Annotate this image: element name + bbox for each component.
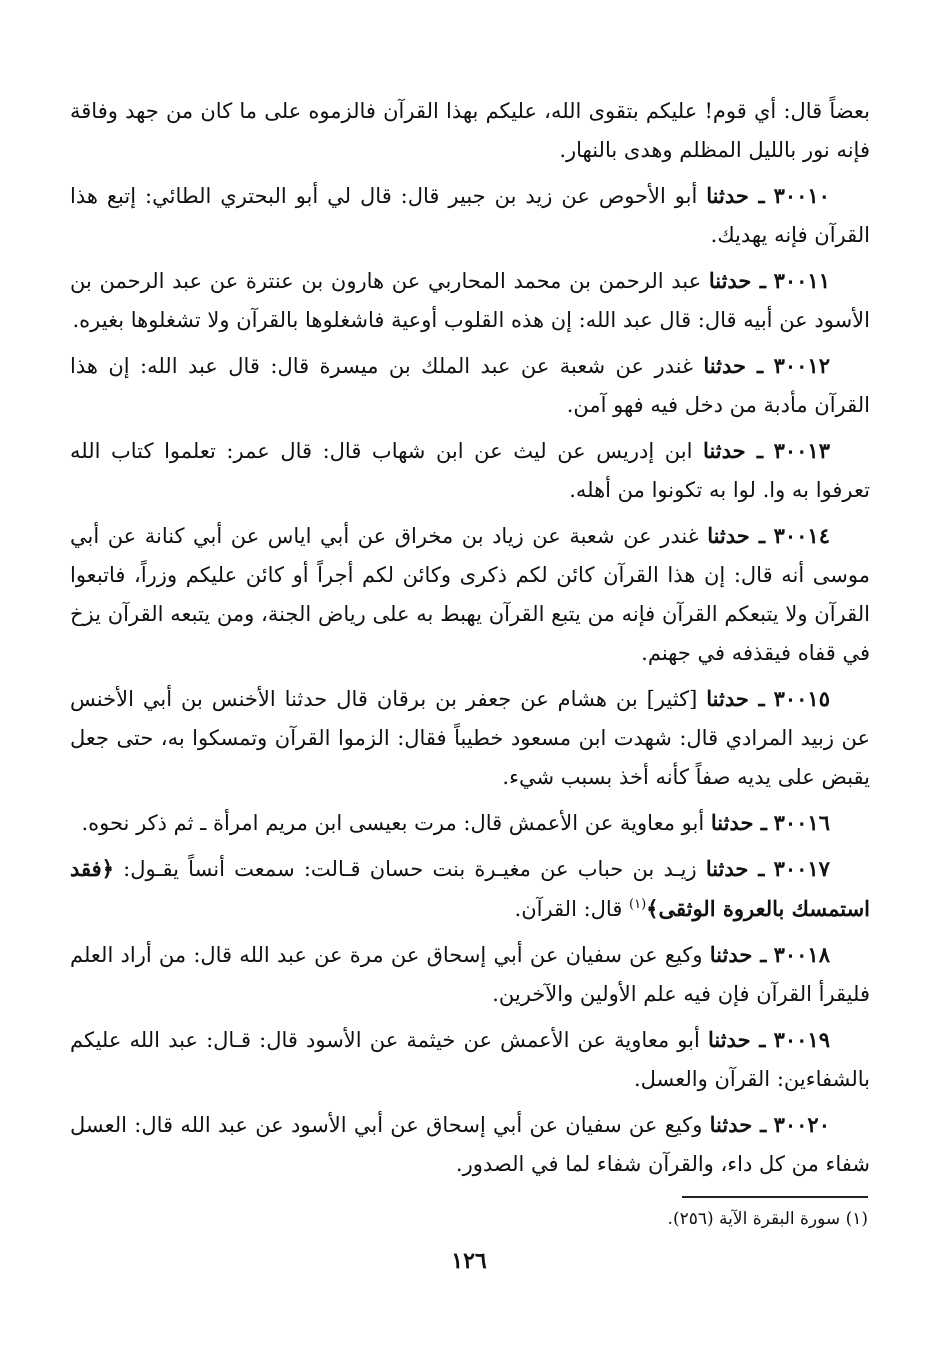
hadith-number: ٣٠٠١٧ [773,856,830,881]
hadith-text: وكيع عن سفيان عن أبي إسحاق عن أبي الأسود عن عبد الله قال: العسل شفاء من كل داء، والقرآن شفاء لما في الصدور. [70,1113,870,1176]
hadith-lead: ـ حدثنا [708,268,766,293]
hadith-lead: ـ حدثنا [706,686,765,711]
footnote-divider [682,1196,868,1198]
hadith-30012 [70,346,870,425]
hadith-text: ابن إدريس عن ليث عن ابن شهاب قال: قال عمر: تعلموا كتاب الله تعرفوا به وا. لوا به تكونوا من أهله. [70,439,870,502]
footnote: (١) سورة البقرة الآية (٢٥٦). [667,1209,868,1229]
hadith-lead: ـ حدثنا [705,856,765,881]
hadith-30019 [70,1020,870,1099]
page-number: ١٢٦ [451,1248,487,1274]
hadith-30013 [70,431,870,510]
hadith-number: ٣٠٠١٩ [773,1027,830,1052]
hadith-30011 [70,261,870,340]
hadith-lead: ـ حدثنا [707,523,766,548]
hadith-number: ٣٠٠١٠ [773,183,830,208]
hadith-30017 [70,849,870,929]
hadith-text: أبو معاوية عن الأعمش قال: مرت بعيسى ابن مريم امرأة ـ ثم ذكر نحوه. [81,811,711,835]
hadith-30020 [70,1105,870,1184]
hadith-text: وكيع عن سفيان عن أبي إسحاق عن مرة عن عبد الله قال: من أراد العلم فليقرأ القرآن فإن فيه علم الأولين والآخرين. [70,943,870,1006]
paragraph-text: بعضاً قال: أي قوم! عليكم بتقوى الله، عليكم بهذا القرآن فالزموه على ما كان من جهد وفاقة فإنه نور بالليل المظلم وهدى بالنهار. [70,99,870,162]
hadith-text: أبو الأحوص عن زيد بن جبير قال: قال لي أبو البحتري الطائي: إتبع هذا القرآن فإنه يهديك. [70,184,870,247]
hadith-number: ٣٠٠١٦ [773,810,830,835]
paragraph-continuation [70,92,870,170]
hadith-number: ٣٠٠١٣ [773,438,830,463]
hadith-30016 [70,803,870,843]
hadith-text: [كثير] بن هشام عن جعفر بن برقان قال حدثنا الأخنس بن أبي الأخنس عن زبيد المرادي قال: شهدت ابن مسعود خطيباً فقال: الزموا القرآن وتمسكوا به، حتى جعل يقبض على يديه صفاً كأنه أخذ بسبب شيء. [70,687,870,789]
hadith-lead: ـ حدثنا [706,183,765,208]
hadith-text: زيـد بن حباب عن مغيـرة بنت حسان قـالت: سمعت أنساً يقـول: [114,857,706,881]
hadith-text: غندر عن شعبة عن زياد بن مخراق عن أبي اياس عن أبي كنانة عن أبي موسى أنه قال: إن هذا القرآن كائن لكم ذكرى وكائن لكم أجراً أو كائن عليكم وزراً، فاتبعوا القرآن ولا يتبعكم القرآن فإنه من يتبع القرآن يهبط به على رياض الجنة، ومن يتبعه القرآن يزخ في قفاه فيقذفه في جهنم. [70,524,870,665]
hadith-30018 [70,935,870,1014]
hadith-lead: ـ حدثنا [710,810,767,835]
page-body [70,92,870,1332]
hadith-number: ٣٠٠٢٠ [773,1112,830,1137]
footnote-marker: (١) [629,897,647,912]
hadith-number: ٣٠٠١٨ [773,942,830,967]
hadith-number: ٣٠٠١١ [773,268,830,293]
quran-quote: ﴿فقد استمسك بالعروة الوثقى﴾ [70,856,870,921]
hadith-number: ٣٠٠١٥ [773,686,830,711]
hadith-30014 [70,516,870,673]
hadith-30010 [70,176,870,255]
hadith-tail: قال: القرآن. [514,897,630,921]
hadith-number: ٣٠٠١٢ [773,353,830,378]
hadith-number: ٣٠٠١٤ [773,523,830,548]
hadith-text: غندر عن شعبة عن عبد الملك بن ميسرة قال: قال عبد الله: إن هذا القرآن مأدبة من دخل فيه فهو آمن. [70,354,870,417]
hadith-text: عبد الرحمن بن محمد المحاربي عن هارون بن عنترة عن عبد الرحمن بن الأسود عن أبيه قال: قال عبد الله: إن هذه القلوب أوعية فاشغلوها بالقرآن ولا تشغلوها بغيره. [70,269,870,332]
hadith-30015 [70,679,870,797]
hadith-lead: ـ حدثنا [709,942,767,967]
hadith-lead: ـ حدثنا [703,438,763,463]
hadith-lead: ـ حدثنا [709,1112,767,1137]
hadith-lead: ـ حدثنا [707,1027,766,1052]
hadith-lead: ـ حدثنا [703,353,764,378]
hadith-text: أبو معاوية عن الأعمش عن خيثمة عن الأسود قال: قـال: عبد الله عليكم بالشفاءين: القرآن والعسل. [70,1028,870,1091]
